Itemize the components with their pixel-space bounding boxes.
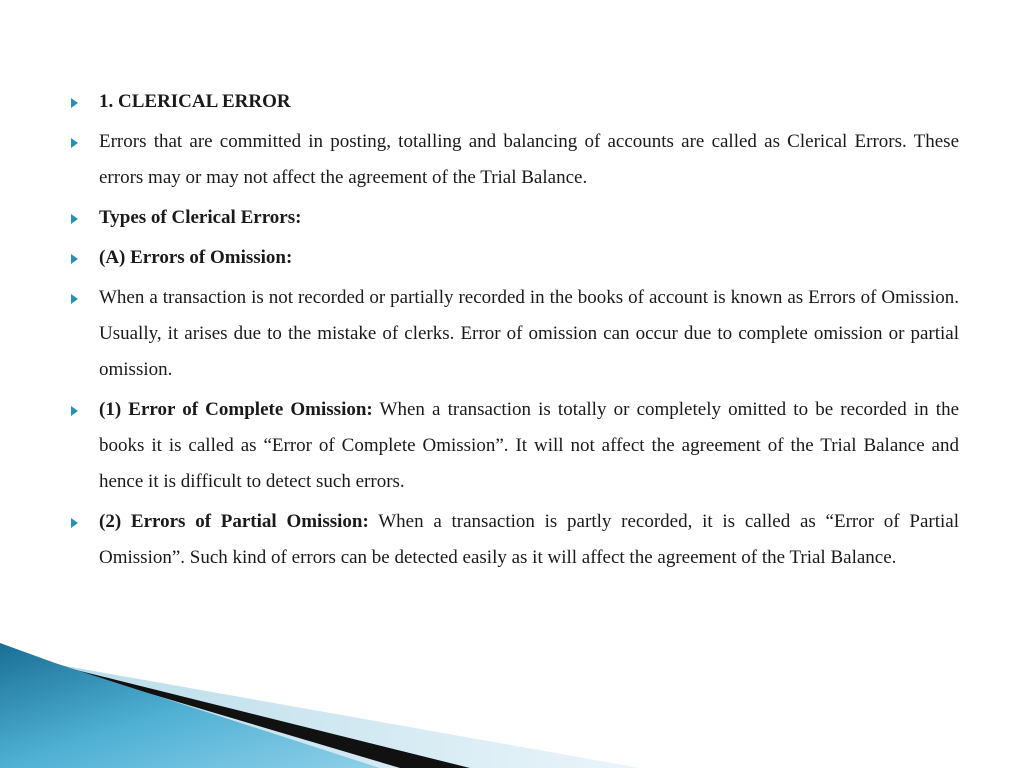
footer-wave-decoration (0, 643, 1024, 768)
bullet-body: When a transaction is not recorded or partially recorded in the books of account is known as Errors of Omission. Usually, it arises due to the mistake of clerks. Error of omission can occur due to complete omission or partial omission. (99, 287, 959, 380)
bullet-text (99, 84, 959, 120)
bullet-text (99, 280, 959, 388)
triangle-right-icon (68, 124, 99, 160)
bullet-text (99, 240, 959, 276)
bullet-text (99, 200, 959, 236)
triangle-right-icon (68, 240, 99, 276)
bullet-heading: (A) Errors of Omission: (99, 247, 293, 268)
triangle-right-icon (68, 504, 99, 540)
bullet-heading: (1) Error of Complete Omission: (99, 399, 373, 420)
bullet-item (68, 240, 959, 276)
bullet-item (68, 504, 959, 576)
bullet-heading: 1. CLERICAL ERROR (99, 91, 291, 112)
bullet-item (68, 84, 959, 120)
triangle-right-icon (68, 392, 99, 428)
bullet-item (68, 200, 959, 236)
bullet-item (68, 124, 959, 196)
bullet-heading: Types of Clerical Errors: (99, 207, 302, 228)
bullet-body: Errors that are committed in posting, totalling and balancing of accounts are called as Clerical Errors. These errors may or may not affect the agreement of the Trial Balance. (99, 131, 959, 188)
bullet-body: When a transaction is partly recorded, it is called as “Error of Partial Omission”. Such kind of errors can be detected easily as it will affect the agreement of the Trial Balance. (99, 511, 959, 568)
bullet-text (99, 124, 959, 196)
triangle-right-icon (68, 280, 99, 316)
triangle-right-icon (68, 200, 99, 236)
bullet-body: When a transaction is totally or completely omitted to be recorded in the books it is called as “Error of Complete Omission”. It will not affect the agreement of the Trial Balance and hence it is difficult to detect such errors. (99, 399, 959, 492)
bullet-heading: (2) Errors of Partial Omission: (99, 511, 369, 532)
bullet-item (68, 280, 959, 388)
triangle-right-icon (68, 84, 99, 120)
slide-body (68, 84, 959, 580)
bullet-text (99, 392, 959, 500)
bullet-text (99, 504, 959, 576)
bullet-item (68, 392, 959, 500)
